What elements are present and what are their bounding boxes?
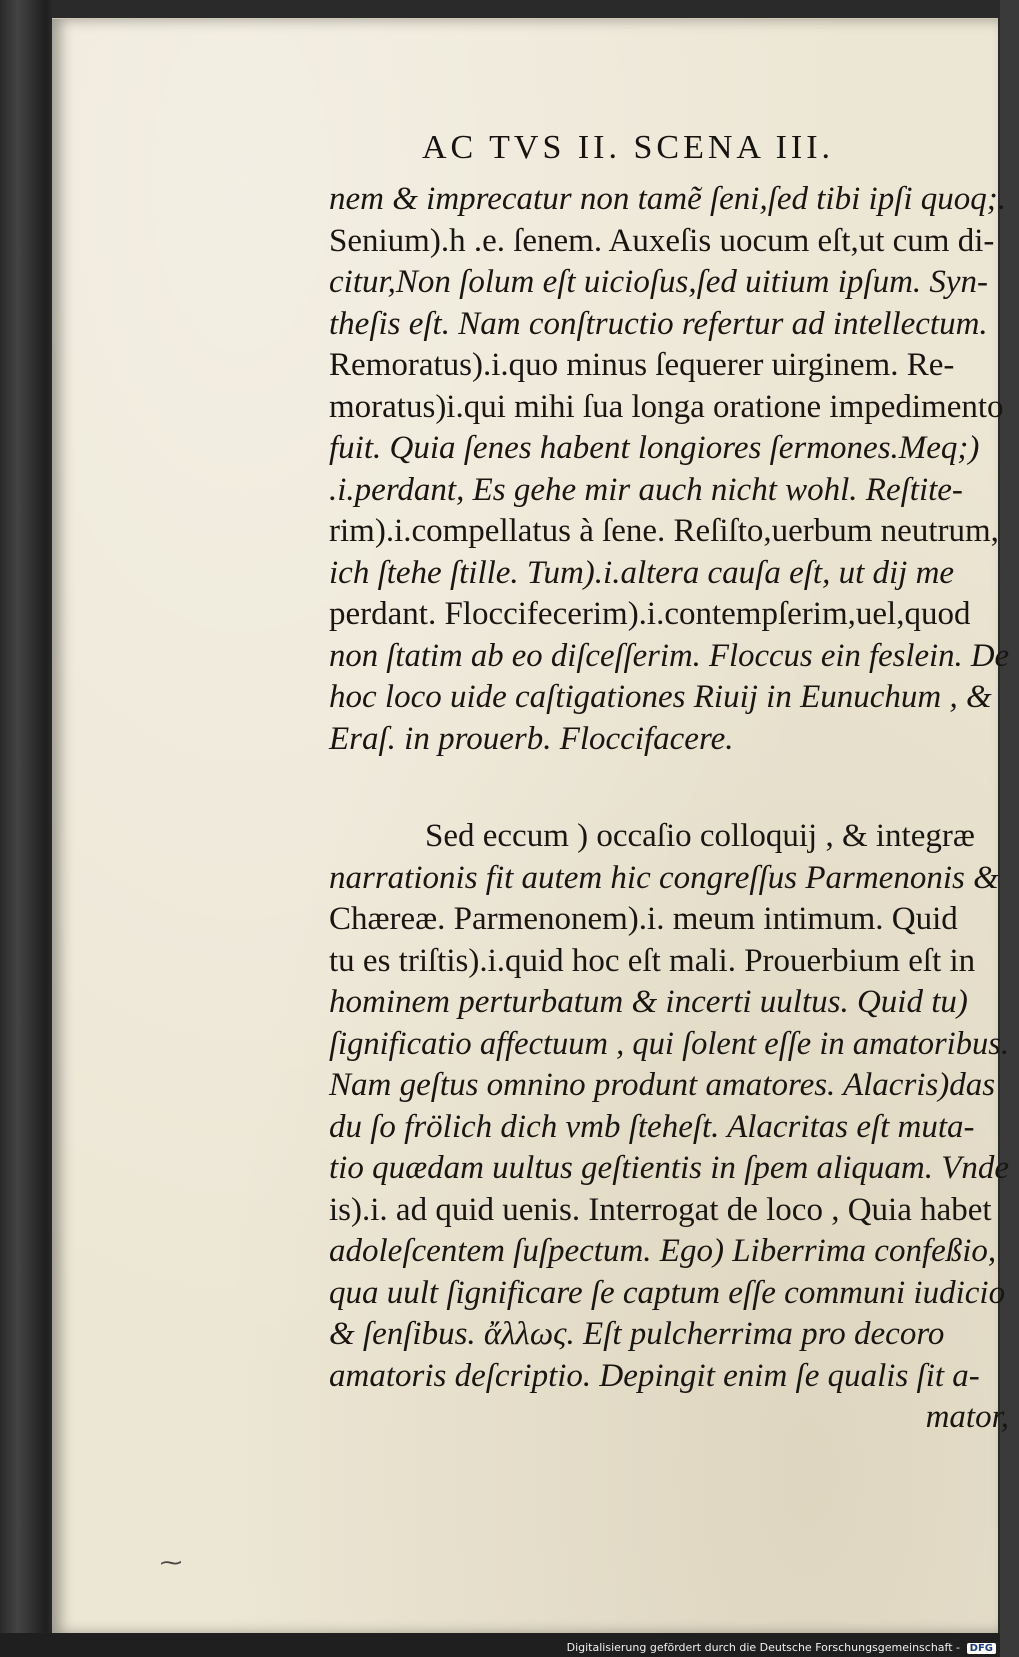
text-line: narrationis fit autem hic congreſſus Parmenonis & — [329, 859, 999, 896]
paragraph-1 — [329, 179, 1009, 760]
text-line: Chæreæ. Parmenonem).i. meum intimum. Quid — [329, 901, 958, 937]
paragraph-2 — [329, 816, 1009, 1439]
text-line: Eraſ. in prouerb. Floccifacere. — [329, 720, 734, 757]
text-line: hominem perturbatum & incerti uultus. Quid tu) — [329, 984, 968, 1020]
text-line: is).i. ad quid uenis. Interrogat de loco , Quia habet — [329, 1191, 992, 1228]
text-line: rim).i.compellatus à ſene. Reſiſto,uerbum neutrum, — [329, 513, 999, 549]
text-line: qua uult ſignificare ſe captum eſſe communi iudicio — [329, 1274, 1006, 1311]
text-line: ich ſtehe ſtille. Tum).i.altera cauſa eſt, ut dij me — [329, 554, 955, 591]
text-line: Senium).h .e. ſenem. Auxeſis uocum eſt,ut cum di- — [329, 222, 995, 259]
text-line: nem & imprecatur non tamẽ ſeni,ſed tibi ipſi quoq;. — [329, 181, 1007, 217]
ink-mark-icon: ⁓ — [160, 1551, 182, 1576]
text-line: Sed eccum ) occaſio colloquij , & integræ — [425, 818, 975, 854]
text-line: amatoris deſcriptio. Depingit enim ſe qualis ſit a- — [329, 1357, 980, 1394]
text-line: theſis eſt. Nam conſtructio refertur ad intellectum. — [329, 305, 988, 342]
text-line: moratus)i.qui mihi ſua longa oratione impedimento — [329, 388, 1004, 425]
paragraph-gap — [329, 760, 1009, 816]
dfg-logo-icon: DFG — [967, 1643, 996, 1654]
footer-credit: Digitalisierung gefördert durch die Deutsche Forschungsgemeinschaft - — [566, 1641, 960, 1654]
book-page — [52, 18, 1009, 1634]
text-line: hoc loco uide caſtigationes Riuij in Eunuchum , & — [329, 679, 992, 715]
text-line: .i.perdant, Es gehe mir auch nicht wohl. Reſtite- — [329, 471, 963, 508]
commentary-text — [329, 179, 1009, 1439]
text-line: tio quædam uultus geſtientis in ſpem aliquam. Vnde — [329, 1150, 1009, 1186]
text-line: tu es triſtis).i.quid hoc eſt mali. Prouerbium eſt in — [329, 942, 976, 979]
text-line: du ſo frölich dich vmb ſteheſt. Alacritas eſt muta- — [329, 1108, 975, 1145]
text-line: adoleſcentem ſuſpectum. Ego) Liberrima confeßio, — [329, 1233, 997, 1269]
text-line: perdant. Floccifecerim).i.contempſerim,uel,quod — [329, 596, 971, 632]
text-line: citur,Non ſolum eſt uicioſus,ſed uitium ipſum. Syn- — [329, 264, 989, 300]
text-line: Nam geſtus omnino produnt amatores. Alacris)das — [329, 1067, 996, 1103]
digitization-footer — [0, 1633, 1000, 1657]
running-header: AC TVS II. SCENA III. — [422, 129, 835, 166]
text-line: fuit. Quia ſenes habent longiores ſermones.Meq;) — [329, 430, 980, 466]
text-line: non ſtatim ab eo diſceſſerim. Floccus ein feslein. De — [329, 637, 1009, 674]
text-line: Remoratus).i.quo minus ſequerer uirginem. Re- — [329, 347, 955, 383]
text-line: & ſenſibus. ἄλλως. Eſt pulcherrima pro decoro — [329, 1316, 945, 1352]
catchword: mator, — [925, 1399, 1009, 1435]
text-line: ſignificatio affectuum , qui ſolent eſſe in amatoribus. — [329, 1025, 1009, 1062]
